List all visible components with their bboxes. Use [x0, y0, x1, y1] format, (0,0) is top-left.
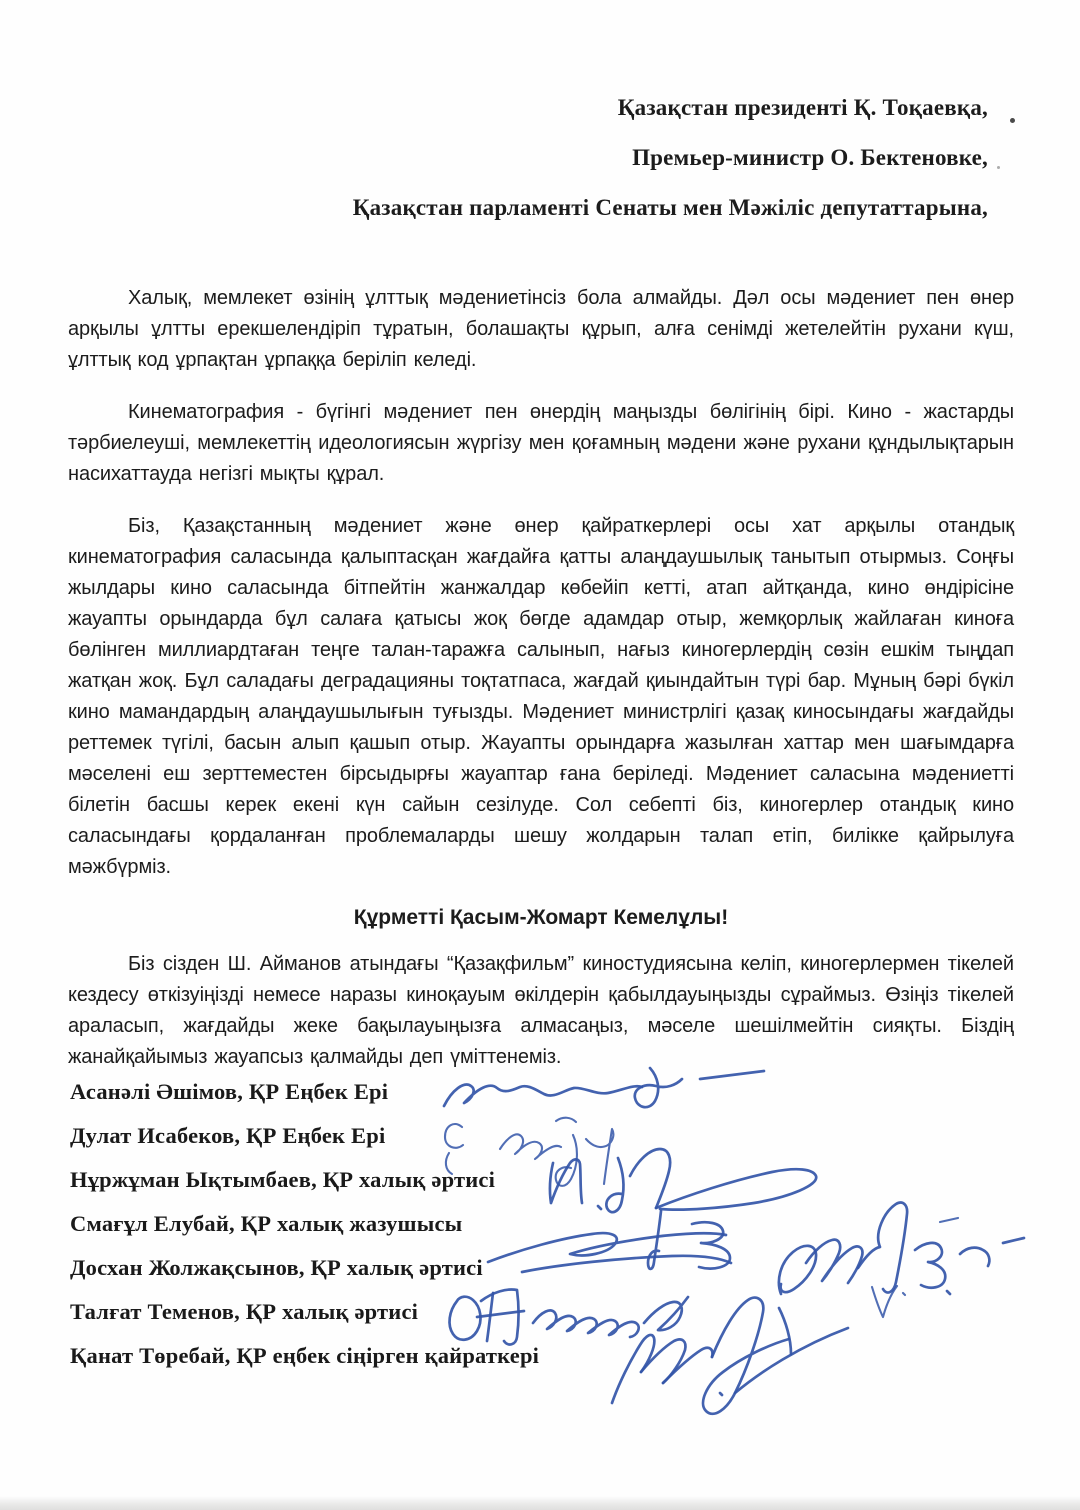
scan-speck: [997, 166, 1000, 169]
signatory-isabekov: Дулат Исабеков, ҚР Еңбек Ері: [70, 1123, 386, 1148]
signatory-torebay: Қанат Төребай, ҚР еңбек сіңірген қайраткері: [70, 1343, 540, 1368]
signatories-list: [70, 1070, 1020, 1378]
recipient-line-prime-minister: Премьер-министр О. Бектеновке,: [632, 145, 988, 170]
recipients-block: [120, 96, 988, 246]
scan-edge-shadow: [0, 1496, 1080, 1510]
letter-body: [68, 283, 1014, 1094]
paragraph-cinematography: Кинематография - бүгінгі мәдениет пен өнердің маңызды бөлігінің бірі. Кино - жастарды тәрбиелеуші, мемлекеттің идеологиясын жүргізу мен қоғамның мәдени және рухани құндылықтарын насихаттауда негізгі мықты құрал.: [68, 401, 1014, 485]
recipient-line-president: Қазақстан президенті Қ. Тоқаевқа,: [617, 95, 988, 120]
paragraph-concerns: Біз, Қазақстанның мәдениет және өнер қайраткерлері осы хат арқылы отандық кинематография саласында қалыптасқан жағдайға қатты алаңдаушылық танытып отырмыз. Соңғы жылдары кино саласында бітпейтін жанжалдар көбейіп кетті, атап айтқанда, кино өндірісіне жауапты орындарда бұл салаға қатысы жоқ бөгде адамдар отыр, жемқорлық жайлаған киноға бөлінген миллиардтаған теңге талан-таражға салынып, нағыз киногерлердің сөзін ешкім тыңдап жатқан жоқ. Бұл саладағы деградацияны тоқтатпаса, жағдай қиындайтын түрі бар. Мұның бәрі бүкіл кино мамандардың алаңдаушылығын туғызды. Мәдениет министрлігі қазақ киносындағы жағдайды реттемек түгілі, басын алып қашып отыр. Жауапты орындарға жазылған хаттар мен шағымдарға мәселені еш зерттеместен бірсыдырғы жауаптар ғана беріледі. Мәдениет саласына мәдениетті білетін басшы керек екені күн сайын сезілуде. Сол себепті біз, киногерлер отандық кино саласындағы қордаланған проблемаларды шешу жолдарын талап етіп, билікке қайрылуға мәжбүрміз.: [68, 515, 1014, 878]
signatory-temenov: Талғат Теменов, ҚР халық әртисі: [70, 1299, 419, 1324]
signatory-zholzhaksynov: Досхан Жолжақсынов, ҚР халық әртисі: [70, 1255, 483, 1280]
scan-speck: [1010, 118, 1015, 123]
salutation-line: Құрметті Қасым-Жомарт Кемелұлы!: [353, 906, 729, 929]
paragraph-request: Біз сізден Ш. Айманов атындағы “Қазақфильм” киностудиясына келіп, киногерлермен тікелей кездесу өткізуіңізді немесе наразы киноқауым өкілдерін қабылдауыңызды сұраймыз. Өзіңіз тікелей араласып, жағдайды жеке бақылауыңызға алмасаңыз, мәселе шешілмейтін сияқты. Біздің жанайқайымыз жауапсыз қалмайды деп үміттенеміз.: [68, 953, 1014, 1068]
paragraph-culture: Халық, мемлекет өзінің ұлттық мәдениетінсіз бола алмайды. Дәл осы мәдениет пен өнер арқылы ұлтты ерекшелендіріп тұратын, болашақты құрып, алға сенімді жетелейтін рухани күш, ұлттық код ұрпақтан ұрпаққа беріліп келеді.: [68, 287, 1014, 371]
signatory-ashimov: Асанәлі Әшімов, ҚР Еңбек Ері: [70, 1079, 389, 1104]
recipient-line-parliament: Қазақстан парламенті Сенаты мен Мәжіліс депутаттарына,: [352, 195, 988, 220]
signatory-yktymbaev: Нұржұман Ықтымбаев, ҚР халық әртисі: [70, 1167, 496, 1192]
signatory-elubay: Смағұл Елубай, ҚР халық жазушысы: [70, 1211, 463, 1236]
